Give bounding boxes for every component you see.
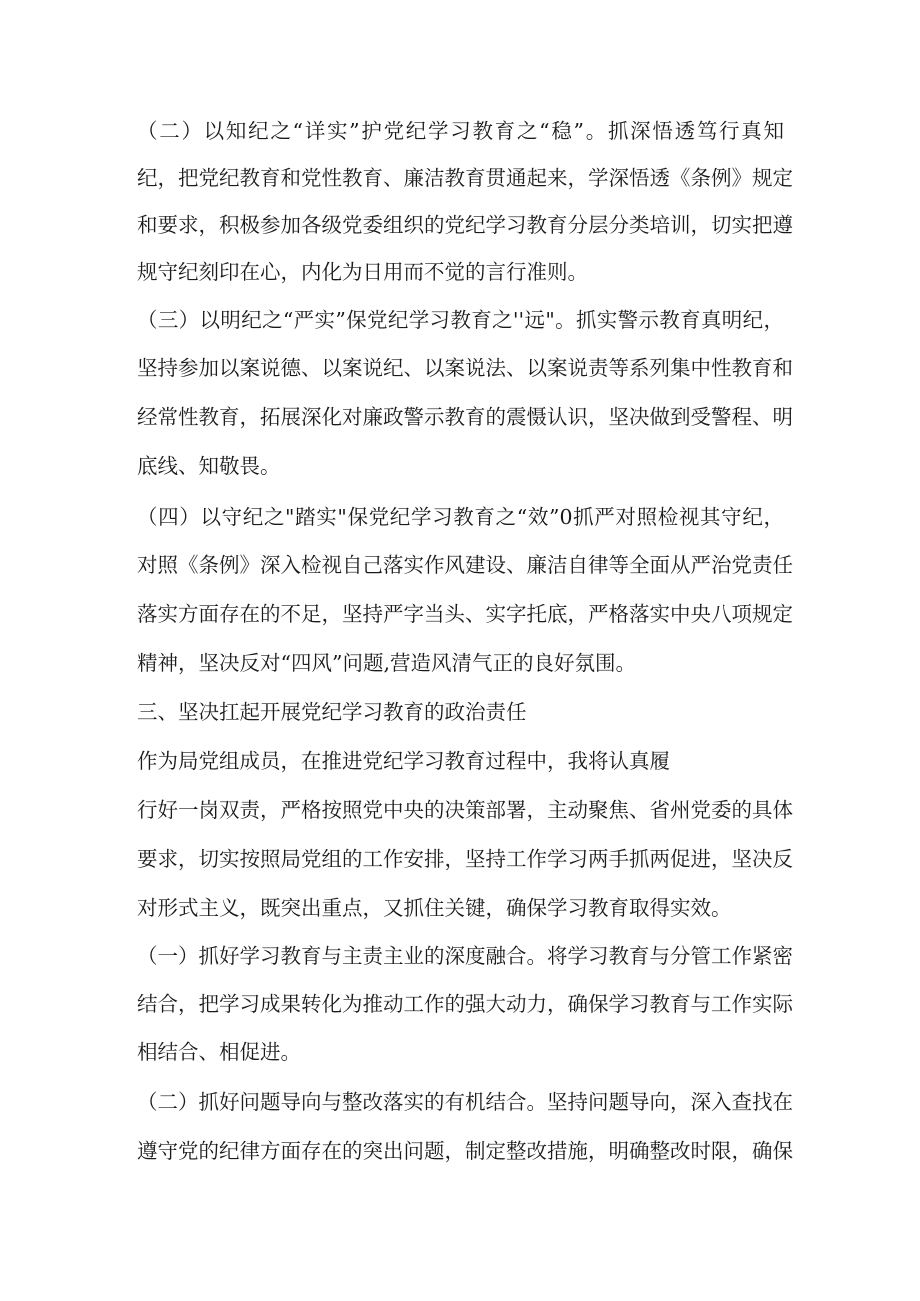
paragraph-4-line-1: （四）以守纪之"踏实"保党纪学习教育之“效”0抓严对照检视其守纪， [137,505,784,529]
paragraph-3-line-1: （三）以明纪之“严实”保党纪学习教育之''远"。抓实警示教育真明纪， [137,308,784,332]
paragraph-7-line-1: （二）抓好问题导向与整改落实的有机结合。坚持问题导向，深入查找在 [137,1090,793,1114]
paragraph-5-line-2: 行好一岗双责，严格按照党中央的决策部署，主动聚焦、省州党委的具体 [137,798,793,822]
paragraph-5-line-1: 作为局党组成员，在推进党纪学习教育过程中，我将认真履 [137,749,670,773]
paragraph-3-line-4: 底线、知敬畏。 [137,454,281,478]
paragraph-2-line-1: （二）以知纪之“详实”护党纪学习教育之“稳”。抓深悟透笃行真知 [137,119,784,143]
paragraph-6-line-3: 相结合、相促进。 [137,1040,301,1064]
paragraph-3-line-2: 坚持参加以案说德、以案说纪、以案说法、以案说责等系列集中性教育和 [137,356,793,380]
paragraph-4-line-3: 落实方面存在的不足，坚持严字当头、实字托底，严格落实中央八项规定 [137,602,793,626]
paragraph-6-line-1: （一）抓好学习教育与主责主业的深度融合。将学习教育与分管工作紧密 [137,944,793,968]
paragraph-5-line-3: 要求，切实按照局党组的工作安排，坚持工作学习两手抓两促进，坚决反 [137,847,793,871]
paragraph-2-line-2: 纪，把党纪教育和党性教育、廉洁教育贯通起来，学深悟透《条例》规定 [137,166,793,190]
paragraph-6-line-2: 结合，把学习成果转化为推动工作的强大动力，确保学习教育与工作实际 [137,992,793,1016]
paragraph-2-line-3: 和要求，积极参加各级党委组织的党纪学习教育分层分类培训，切实把遵 [137,213,793,237]
paragraph-7-line-2: 遵守党的纪律方面存在的突出问题，制定整改措施，明确整改时限，确保 [137,1139,793,1163]
paragraph-2-line-4: 规守纪刻印在心，内化为日用而不觉的言行准则。 [137,260,588,284]
paragraph-4-line-2: 对照《条例》深入检视自己落实作风建设、廉洁自律等全面从严治党责任 [137,553,793,577]
paragraph-4-line-4: 精神，坚决反对“四风”问题,营造风清气正的良好氛围。 [137,651,636,675]
paragraph-3-line-3: 经常性教育，拓展深化对廉政警示教育的震慑认识，坚决做到受警程、明 [137,405,793,429]
section-heading-3: 三、坚决扛起开展党纪学习教育的政治责任 [137,700,527,724]
paragraph-5-line-4: 对形式主义，既突出重点，又抓住关键，确保学习教育取得实效。 [137,896,732,920]
